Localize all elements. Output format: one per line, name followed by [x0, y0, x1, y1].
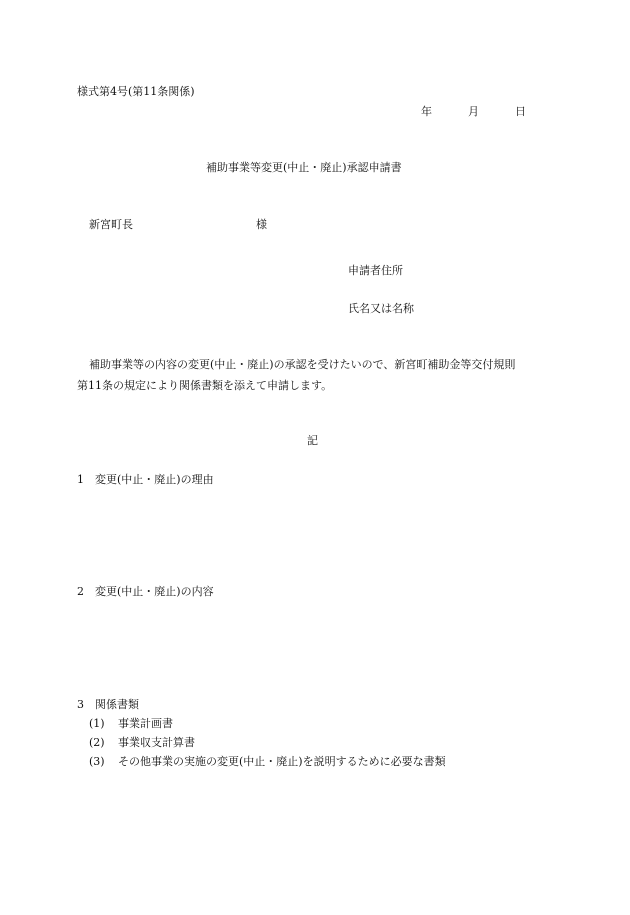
document-1-label: 事業計画書 [118, 717, 173, 730]
document-2-number: (2) [89, 736, 105, 749]
section-3-number: 3 [77, 698, 84, 711]
date-month: 月 [468, 105, 479, 118]
date-day: 日 [515, 105, 526, 118]
addressee-honorific: 様 [256, 218, 267, 231]
addressee-name: 新宮町長 [89, 218, 133, 231]
body-line-1: 補助事業等の内容の変更(中止・廃止)の承認を受けたいので、新宮町補助金等交付規則 [89, 358, 516, 371]
form-number: 様式第4号(第11条関係) [77, 85, 195, 98]
section-3-label: 関係書類 [95, 698, 139, 711]
section-2-number: 2 [77, 585, 84, 598]
document-3-number: (3) [89, 755, 105, 768]
section-1-label: 変更(中止・廃止)の理由 [95, 473, 214, 486]
document-1-number: (1) [89, 717, 105, 730]
document-title: 補助事業等変更(中止・廃止)承認申請書 [206, 161, 402, 174]
document-3-label: その他事業の実施の変更(中止・廃止)を説明するために必要な書類 [118, 755, 446, 768]
section-1-number: 1 [77, 473, 84, 486]
date-year: 年 [421, 105, 432, 118]
note-heading: 記 [307, 434, 318, 447]
applicant-name-label: 氏名又は名称 [348, 302, 414, 315]
section-2-label: 変更(中止・廃止)の内容 [95, 585, 214, 598]
applicant-address-label: 申請者住所 [348, 264, 403, 277]
document-2-label: 事業収支計算書 [118, 736, 195, 749]
body-line-2: 第11条の規定により関係書類を添えて申請します。 [77, 379, 333, 392]
